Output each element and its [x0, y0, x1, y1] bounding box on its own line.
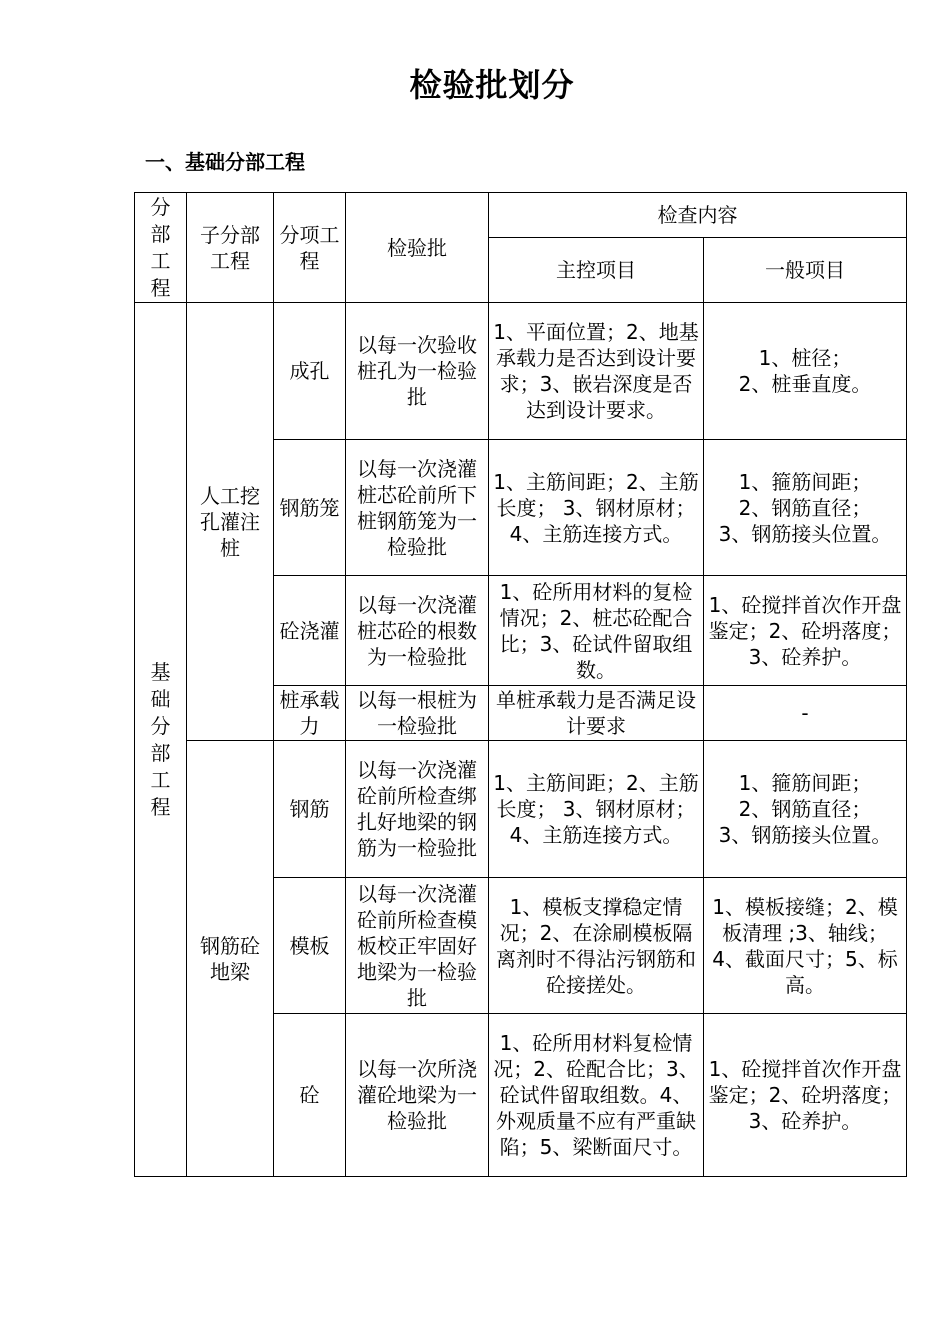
item-cell: 钢筋: [274, 741, 346, 878]
main-cell: 1、主筋间距；2、主筋长度； 3、钢材原材；4、主筋连接方式。: [489, 741, 704, 878]
main-cell: 1、砼所用材料的复检情况；2、桩芯砼配合比；3、砼试件留取组数。: [489, 576, 704, 686]
batch-cell: 以每一次浇灌桩芯砼的根数为一检验批: [346, 576, 489, 686]
subdivision-cell: 人工挖孔灌注桩: [187, 303, 274, 741]
item-cell: 成孔: [274, 303, 346, 440]
header-general: 一般项目: [704, 238, 907, 303]
item-cell: 砼浇灌: [274, 576, 346, 686]
item-cell: 砼: [274, 1014, 346, 1177]
general-cell: 1、砼搅拌首次作开盘鉴定；2、砼坍落度；3、砼养护。: [704, 1014, 907, 1177]
general-cell: 1、箍筋间距； 2、钢筋直径； 3、钢筋接头位置。: [704, 440, 907, 576]
main-cell: 1、主筋间距；2、主筋长度； 3、钢材原材；4、主筋连接方式。: [489, 440, 704, 576]
header-subdivision: 子分部工程: [187, 193, 274, 303]
batch-cell: 以每一次验收桩孔为一检验批: [346, 303, 489, 440]
batch-cell: 以每一次浇灌砼前所检查绑扎好地梁的钢筋为一检验批: [346, 741, 489, 878]
general-cell: -: [704, 686, 907, 741]
section-heading: 一、基础分部工程: [145, 150, 305, 174]
main-cell: 1、平面位置；2、地基承载力是否达到设计要求；3、嵌岩深度是否达到设计要求。: [489, 303, 704, 440]
header-division: 分部工程: [135, 193, 187, 303]
general-cell: 1、模板接缝；2、模板清理 ;3、轴线；4、截面尺寸；5、标高。: [704, 878, 907, 1014]
batch-cell: 以每一根桩为一检验批: [346, 686, 489, 741]
item-cell: 模板: [274, 878, 346, 1014]
inspection-batch-table: [134, 192, 907, 1177]
batch-cell: 以每一次浇灌砼前所检查模板校正牢固好地梁为一检验批: [346, 878, 489, 1014]
table-row: [135, 741, 907, 878]
item-cell: 钢筋笼: [274, 440, 346, 576]
table-row: [135, 303, 907, 440]
header-content: 检查内容: [489, 193, 907, 238]
batch-cell: 以每一次浇灌桩芯砼前所下桩钢筋笼为一检验批: [346, 440, 489, 576]
header-row: [135, 193, 907, 238]
general-cell: 1、箍筋间距； 2、钢筋直径； 3、钢筋接头位置。: [704, 741, 907, 878]
main-cell: 1、模板支撑稳定情况；2、在涂刷模板隔离剂时不得沾污钢筋和砼接搓处。: [489, 878, 704, 1014]
header-item: 分项工程: [274, 193, 346, 303]
division-cell: 基础分部工程: [135, 303, 187, 1177]
main-cell: 1、砼所用材料复检情况；2、砼配合比；3、砼试件留取组数。4、外观质量不应有严重缺陷；5、梁断面尺寸。: [489, 1014, 704, 1177]
subdivision-cell: 钢筋砼地梁: [187, 741, 274, 1177]
header-batch: 检验批: [346, 193, 489, 303]
general-cell: 1、桩径； 2、桩垂直度。: [704, 303, 907, 440]
general-cell: 1、砼搅拌首次作开盘鉴定；2、砼坍落度；3、砼养护。: [704, 576, 907, 686]
main-cell: 单桩承载力是否满足设计要求: [489, 686, 704, 741]
batch-cell: 以每一次所浇灌砼地梁为一检验批: [346, 1014, 489, 1177]
header-main: 主控项目: [489, 238, 704, 303]
page-title: 检验批划分: [409, 66, 575, 104]
item-cell: 桩承载力: [274, 686, 346, 741]
